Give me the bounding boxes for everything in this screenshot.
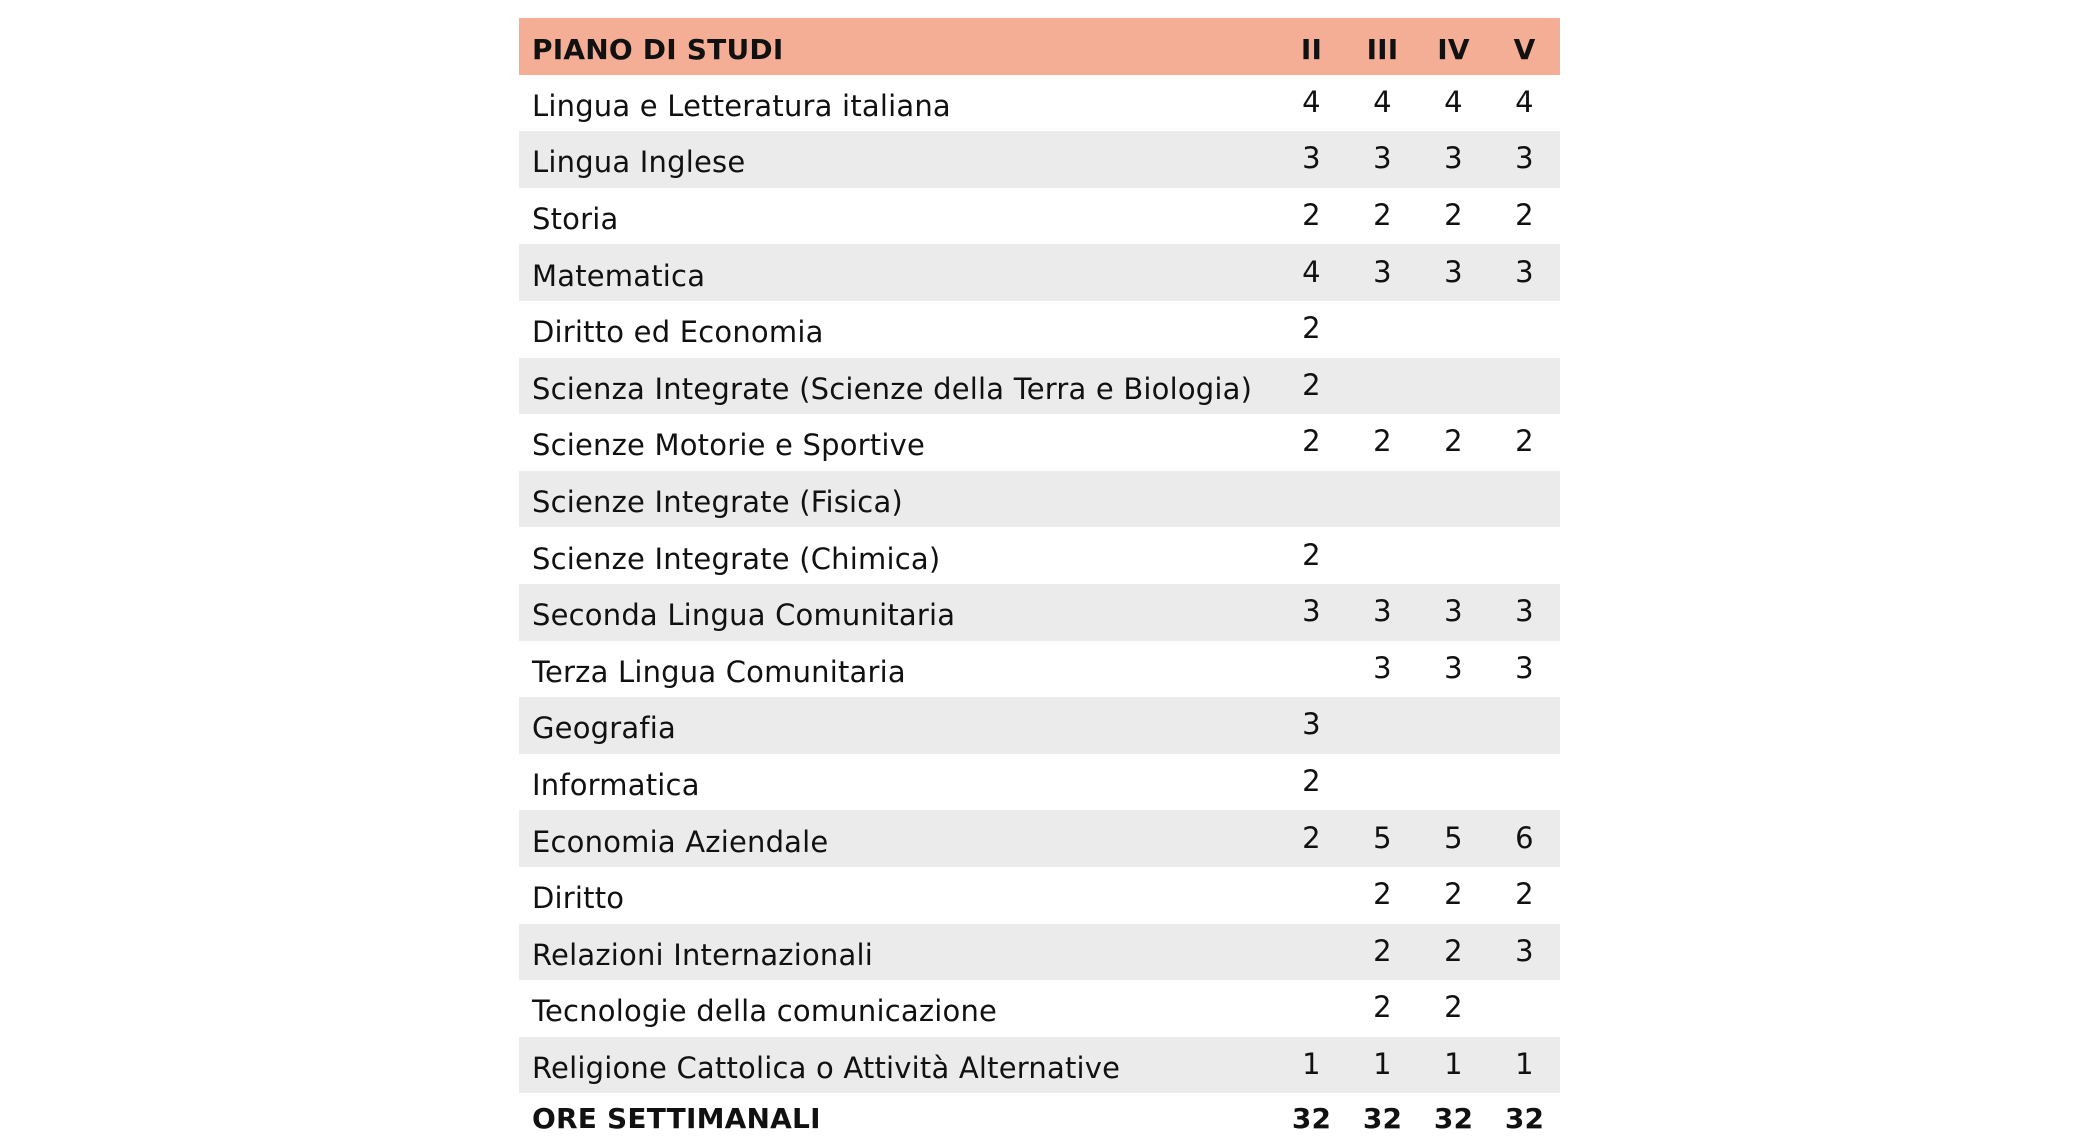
hours-year-iii — [1347, 697, 1418, 754]
hours-year-ii — [1276, 641, 1347, 698]
hours-year-v: 3 — [1515, 141, 1534, 176]
year-header-iv: IV — [1437, 32, 1470, 66]
hours-year-v — [1489, 980, 1560, 1037]
table-row — [519, 867, 1560, 924]
total-hours-ii: 32 — [1291, 1102, 1332, 1136]
subject-name: Scienza Integrate (Scienze della Terra e Biologia) — [532, 371, 1253, 406]
hours-year-iv: 2 — [1444, 198, 1463, 233]
hours-year-iv: 2 — [1444, 877, 1463, 912]
hours-year-v: 3 — [1515, 933, 1534, 968]
subject-name: Economia Aziendale — [532, 824, 829, 859]
subject-name: Lingua e Letteratura italiana — [532, 88, 951, 123]
hours-year-v: 1 — [1515, 1046, 1534, 1081]
hours-year-iv: 3 — [1444, 141, 1463, 176]
subject-name: Matematica — [532, 258, 706, 293]
study-plan-table — [519, 18, 1560, 1144]
hours-year-v: 4 — [1515, 84, 1534, 119]
hours-year-iii: 5 — [1373, 820, 1392, 855]
hours-year-ii: 2 — [1302, 424, 1321, 459]
subject-name: Diritto ed Economia — [532, 315, 824, 350]
hours-year-ii — [1276, 471, 1347, 528]
hours-year-iii: 2 — [1373, 877, 1392, 912]
hours-year-iii: 2 — [1373, 424, 1392, 459]
hours-year-ii: 2 — [1302, 764, 1321, 799]
subject-name: Seconda Lingua Comunitaria — [532, 598, 956, 633]
subject-name: Storia — [532, 202, 619, 237]
hours-year-iv — [1418, 301, 1489, 358]
subject-name: Diritto — [532, 881, 625, 916]
hours-year-iv — [1418, 754, 1489, 811]
table-row — [519, 754, 1560, 811]
hours-year-iii: 3 — [1373, 594, 1392, 629]
table-row — [519, 641, 1560, 698]
table-row — [519, 980, 1560, 1037]
hours-year-iv: 3 — [1444, 650, 1463, 685]
total-hours-iv: 32 — [1433, 1102, 1474, 1136]
hours-year-iv — [1418, 697, 1489, 754]
hours-year-iii — [1347, 471, 1418, 528]
hours-year-ii — [1276, 980, 1347, 1037]
hours-year-iv: 2 — [1444, 990, 1463, 1025]
hours-year-iii — [1347, 358, 1418, 415]
table-row — [519, 131, 1560, 188]
hours-year-v: 2 — [1515, 198, 1534, 233]
hours-year-ii: 2 — [1302, 198, 1321, 233]
hours-year-ii: 1 — [1302, 1046, 1321, 1081]
table-row — [519, 584, 1560, 641]
hours-year-v: 3 — [1515, 650, 1534, 685]
subject-name: Geografia — [532, 711, 676, 746]
subject-name: Scienze Integrate (Chimica) — [532, 541, 941, 576]
table-row — [519, 471, 1560, 528]
hours-year-v: 3 — [1515, 594, 1534, 629]
hours-year-iii: 3 — [1373, 650, 1392, 685]
year-header-ii: II — [1300, 32, 1323, 66]
hours-year-ii: 4 — [1302, 84, 1321, 119]
total-hours-v: 32 — [1504, 1102, 1545, 1136]
weekly-hours-total-row — [519, 1093, 1560, 1144]
table-row — [519, 414, 1560, 471]
hours-year-v — [1489, 301, 1560, 358]
hours-year-v: 2 — [1515, 877, 1534, 912]
subject-name: Relazioni Internazionali — [532, 937, 873, 972]
subject-name: Scienze Motorie e Sportive — [532, 428, 926, 463]
subject-name: Tecnologie della comunicazione — [532, 994, 998, 1029]
hours-year-iv: 3 — [1444, 594, 1463, 629]
hours-year-iv: 5 — [1444, 820, 1463, 855]
subject-name: Scienze Integrate (Fisica) — [532, 485, 903, 520]
hours-year-iv: 2 — [1444, 933, 1463, 968]
hours-year-v: 3 — [1515, 254, 1534, 289]
hours-year-v — [1489, 358, 1560, 415]
hours-year-iii: 2 — [1373, 990, 1392, 1025]
year-header-iii: III — [1366, 32, 1399, 66]
subject-name: Religione Cattolica o Attività Alternative — [532, 1050, 1121, 1085]
hours-year-iv: 3 — [1444, 254, 1463, 289]
hours-year-ii — [1276, 924, 1347, 981]
hours-year-iii: 3 — [1373, 141, 1392, 176]
table-row — [519, 697, 1560, 754]
subject-name: Lingua Inglese — [532, 145, 746, 180]
hours-year-ii: 3 — [1302, 594, 1321, 629]
hours-year-iii — [1347, 754, 1418, 811]
subject-name: Informatica — [532, 768, 700, 803]
hours-year-v — [1489, 527, 1560, 584]
hours-year-ii: 3 — [1302, 141, 1321, 176]
hours-year-v: 2 — [1515, 424, 1534, 459]
table-row — [519, 244, 1560, 301]
hours-year-iii: 2 — [1373, 198, 1392, 233]
hours-year-ii: 3 — [1302, 707, 1321, 742]
hours-year-iii — [1347, 527, 1418, 584]
table-header-row — [519, 18, 1560, 75]
table-row — [519, 1037, 1560, 1094]
hours-year-iii: 1 — [1373, 1046, 1392, 1081]
year-header-v: V — [1513, 32, 1536, 66]
table-row — [519, 301, 1560, 358]
hours-year-iv — [1418, 471, 1489, 528]
hours-year-iv — [1418, 527, 1489, 584]
hours-year-v — [1489, 754, 1560, 811]
hours-year-ii: 2 — [1302, 820, 1321, 855]
hours-year-v — [1489, 471, 1560, 528]
hours-year-iii: 2 — [1373, 933, 1392, 968]
hours-year-v — [1489, 697, 1560, 754]
hours-year-ii — [1276, 867, 1347, 924]
table-row — [519, 810, 1560, 867]
hours-year-iii: 4 — [1373, 84, 1392, 119]
hours-year-ii: 2 — [1302, 311, 1321, 346]
subject-name: Terza Lingua Comunitaria — [532, 654, 906, 689]
hours-year-iv — [1418, 358, 1489, 415]
hours-year-iv: 2 — [1444, 424, 1463, 459]
table-title: PIANO DI STUDI — [532, 32, 784, 66]
hours-year-iv: 4 — [1444, 84, 1463, 119]
hours-year-iii — [1347, 301, 1418, 358]
hours-year-iv: 1 — [1444, 1046, 1463, 1081]
table-row — [519, 924, 1560, 981]
table-row — [519, 188, 1560, 245]
total-hours-iii: 32 — [1362, 1102, 1403, 1136]
table-row — [519, 75, 1560, 132]
hours-year-ii: 2 — [1302, 367, 1321, 402]
hours-year-iii: 3 — [1373, 254, 1392, 289]
table-row — [519, 358, 1560, 415]
subjects-body — [519, 75, 1560, 1094]
weekly-hours-label: ORE SETTIMANALI — [532, 1102, 821, 1136]
hours-year-ii: 2 — [1302, 537, 1321, 572]
hours-year-v: 6 — [1515, 820, 1534, 855]
table-row — [519, 527, 1560, 584]
hours-year-ii: 4 — [1302, 254, 1321, 289]
